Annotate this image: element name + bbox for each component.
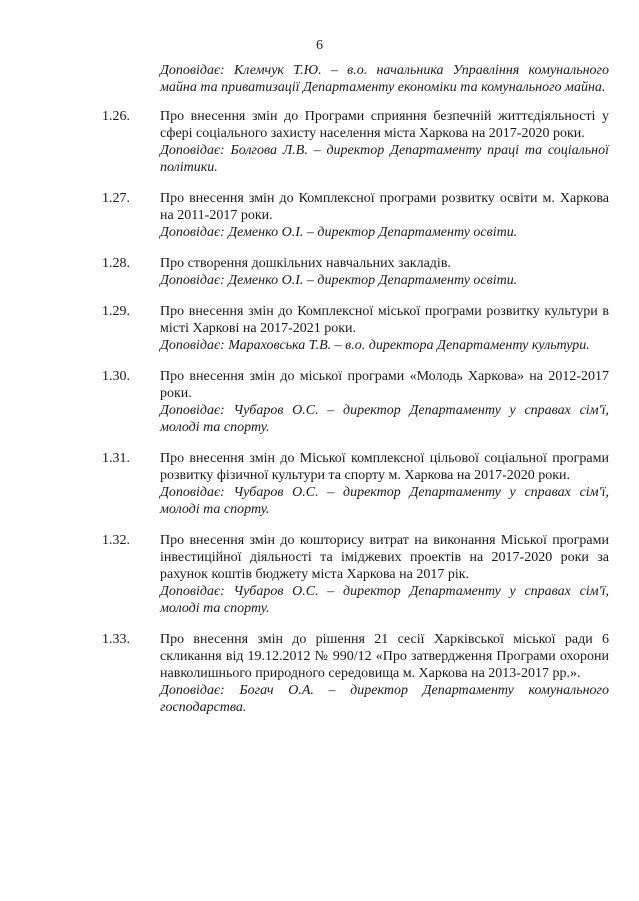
agenda-item [102, 450, 609, 518]
lead-speaker: Доповідає: Клемчук Т.Ю. – в.о. начальника Управління комунального майна та приватизації Департаменту економіки та комунального майна. [160, 63, 609, 95]
item-content [160, 450, 609, 518]
item-speaker: Доповідає: Деменко О.І. – директор Департаменту освіти. [160, 273, 518, 288]
agenda-item [102, 108, 609, 176]
item-title: Про внесення змін до рішення 21 сесії Харківської міської ради 6 скликання від 19.12.2012 № 990/12 «Про затвердження Програми охорони навколишнього природного середовища м. Харкова на 2013-2017 рр.». [160, 632, 609, 681]
agenda-item [102, 303, 609, 354]
item-speaker: Доповідає: Болгова Л.В. – директор Департаменту праці та соціальної політики. [160, 143, 609, 175]
item-content [160, 255, 609, 289]
agenda-item [102, 190, 609, 241]
item-speaker: Доповідає: Деменко О.І. – директор Департаменту освіти. [160, 225, 518, 240]
item-speaker: Доповідає: Богач О.А. – директор Департаменту комунального господарства. [160, 683, 609, 715]
item-content [160, 532, 609, 617]
item-title: Про внесення змін до Комплексної програми розвитку освіти м. Харкова на 2011-2017 роки. [160, 191, 609, 223]
item-speaker: Доповідає: Чубаров О.С. – директор Департаменту у справах сім'ї, молоді та спорту. [160, 485, 609, 517]
item-number: 1.31. [102, 451, 130, 466]
item-title: Про внесення змін до Програми сприяння безпечній життєдіяльності у сфері соціального захисту населення міста Харкова на 2017-2020 роки. [160, 109, 609, 141]
item-content [160, 108, 609, 176]
item-number: 1.30. [102, 369, 130, 384]
item-content [160, 303, 609, 354]
item-title: Про внесення змін до Комплексної міської програми розвитку культури в місті Харкові на 2017-2021 роки. [160, 304, 609, 336]
item-speaker: Доповідає: Чубаров О.С. – директор Департаменту у справах сім'ї, молоді та спорту. [160, 584, 609, 616]
item-content [160, 631, 609, 716]
agenda-item [102, 532, 609, 617]
item-speaker: Доповідає: Чубаров О.С. – директор Департаменту у справах сім'ї, молоді та спорту. [160, 403, 609, 435]
item-title: Про створення дошкільних навчальних закладів. [160, 256, 451, 271]
item-content [160, 190, 609, 241]
item-speaker: Доповідає: Мараховська Т.В. – в.о. директора Департаменту культури. [160, 338, 590, 353]
item-number: 1.33. [102, 632, 130, 647]
item-number: 1.26. [102, 109, 130, 124]
item-content [160, 368, 609, 436]
agenda-item [102, 631, 609, 716]
item-number: 1.27. [102, 191, 130, 206]
item-number: 1.32. [102, 533, 130, 548]
item-title: Про внесення змін до кошторису витрат на виконання Міської програми інвестиційної діяльності та іміджевих проектів на 2017-2020 роки за рахунок коштів бюджету міста Харкова на 2017 рік. [160, 533, 609, 582]
item-title: Про внесення змін до міської програми «Молодь Харкова» на 2012-2017 роки. [160, 369, 609, 401]
item-number: 1.29. [102, 304, 130, 319]
item-title: Про внесення змін до Міської комплексної цільової соціальної програми розвитку фізичної культури та спорту м. Харкова на 2017-2020 роки. [160, 451, 609, 483]
page-number: 6 [316, 38, 323, 53]
agenda-list [102, 108, 609, 716]
agenda-item [102, 368, 609, 436]
agenda-item [102, 255, 609, 289]
item-number: 1.28. [102, 256, 130, 271]
